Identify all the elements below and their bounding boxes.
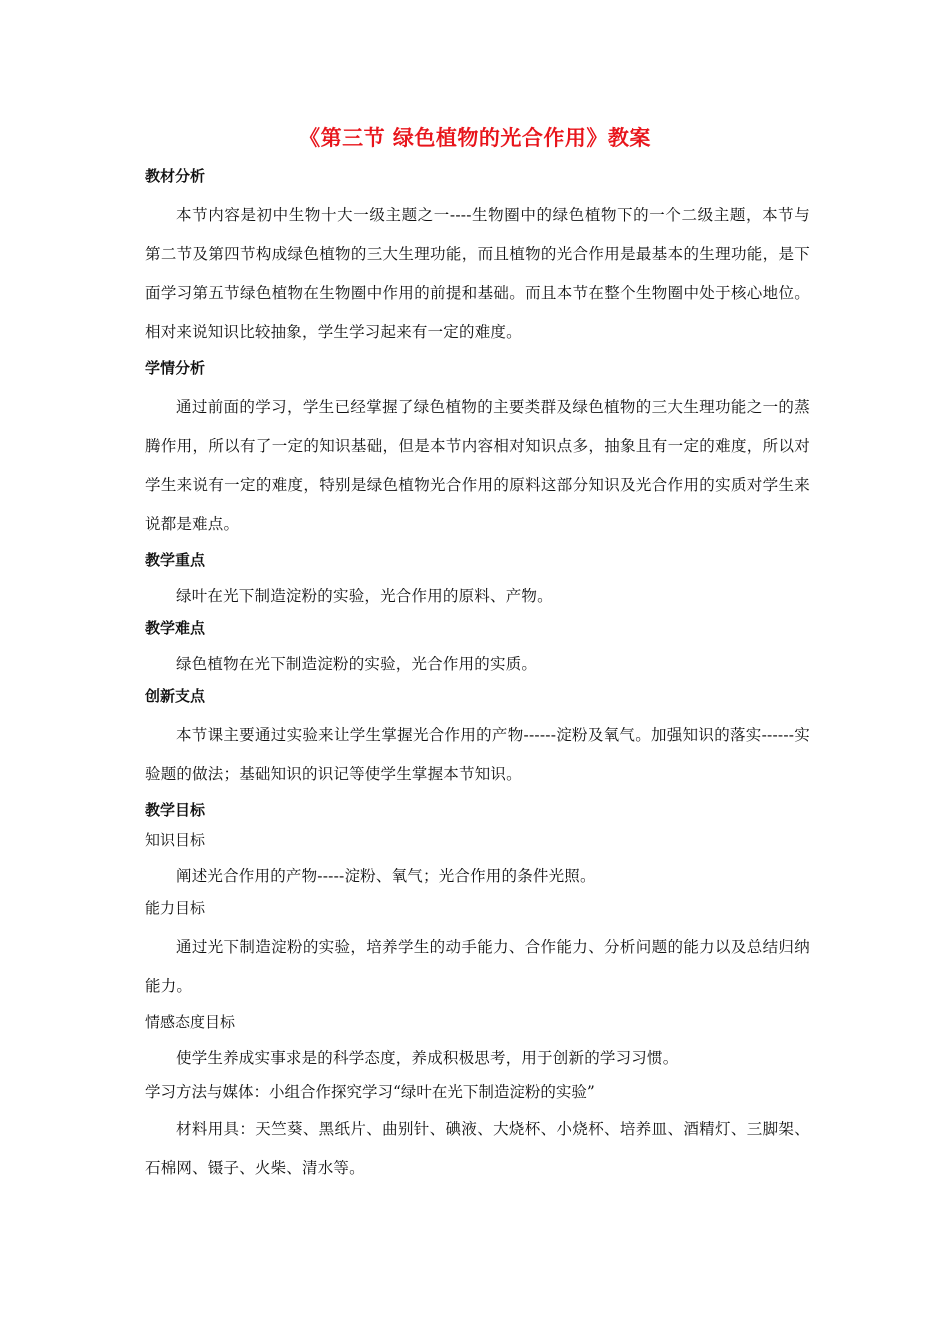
heading-key-points: 教学重点 [145,551,206,569]
paragraph-ability: 通过光下制造淀粉的实验，培养学生的动手能力、合作能力、分析问题的能力以及总结归纳能力。 [145,938,810,995]
heading-difficulties: 教学难点 [145,619,206,637]
heading-students: 学情分析 [145,359,206,377]
heading-analysis: 教材分析 [145,167,206,185]
paragraph-emotion: 使学生养成实事求是的科学态度，养成积极思考，用于创新的学习习惯。 [176,1049,679,1067]
paragraph-methods: 学习方法与媒体：小组合作探究学习“绿叶在光下制造淀粉的实验” [145,1083,595,1101]
paragraph-materials: 材料用具：天竺葵、黑纸片、曲别针、碘液、大烧杯、小烧杯、培养皿、酒精灯、三脚架、石棉网、镊子、火柴、清水等。 [145,1120,810,1177]
subheading-ability: 能力目标 [145,899,206,917]
paragraph-difficulties: 绿色植物在光下制造淀粉的实验，光合作用的实质。 [176,655,538,673]
subheading-emotion: 情感态度目标 [145,1013,236,1031]
document-title: 《第三节 绿色植物的光合作用》教案 [299,126,651,150]
heading-innovation: 创新支点 [145,687,206,705]
heading-goals: 教学目标 [145,801,206,819]
paragraph-key-points: 绿叶在光下制造淀粉的实验，光合作用的原料、产物。 [176,587,553,605]
document-body [145,160,810,1188]
subheading-knowledge: 知识目标 [145,831,206,849]
paragraph-innovation: 本节课主要通过实验来让学生掌握光合作用的产物------淀粉及氧气。加强知识的落实------实验题的做法；基础知识的识记等使学生掌握本节知识。 [145,726,810,783]
paragraph-analysis: 本节内容是初中生物十大一级主题之一----生物圈中的绿色植物下的一个二级主题，本节与第二节及第四节构成绿色植物的三大生理功能，而且植物的光合作用是最基本的生理功能，是下面学习第五节绿色植物在生物圈中作用的前提和基础。而且本节在整个生物圈中处于核心地位。相对来说知识比较抽象，学生学习起来有一定的难度。 [145,206,810,341]
paragraph-knowledge: 阐述光合作用的产物-----淀粉、氧气；光合作用的条件光照。 [176,867,596,885]
paragraph-students: 通过前面的学习，学生已经掌握了绿色植物的主要类群及绿色植物的三大生理功能之一的蒸腾作用，所以有了一定的知识基础，但是本节内容相对知识点多，抽象且有一定的难度，所以对学生来说有一定的难度，特别是绿色植物光合作用的原料这部分知识及光合作用的实质对学生来说都是难点。 [145,398,810,533]
